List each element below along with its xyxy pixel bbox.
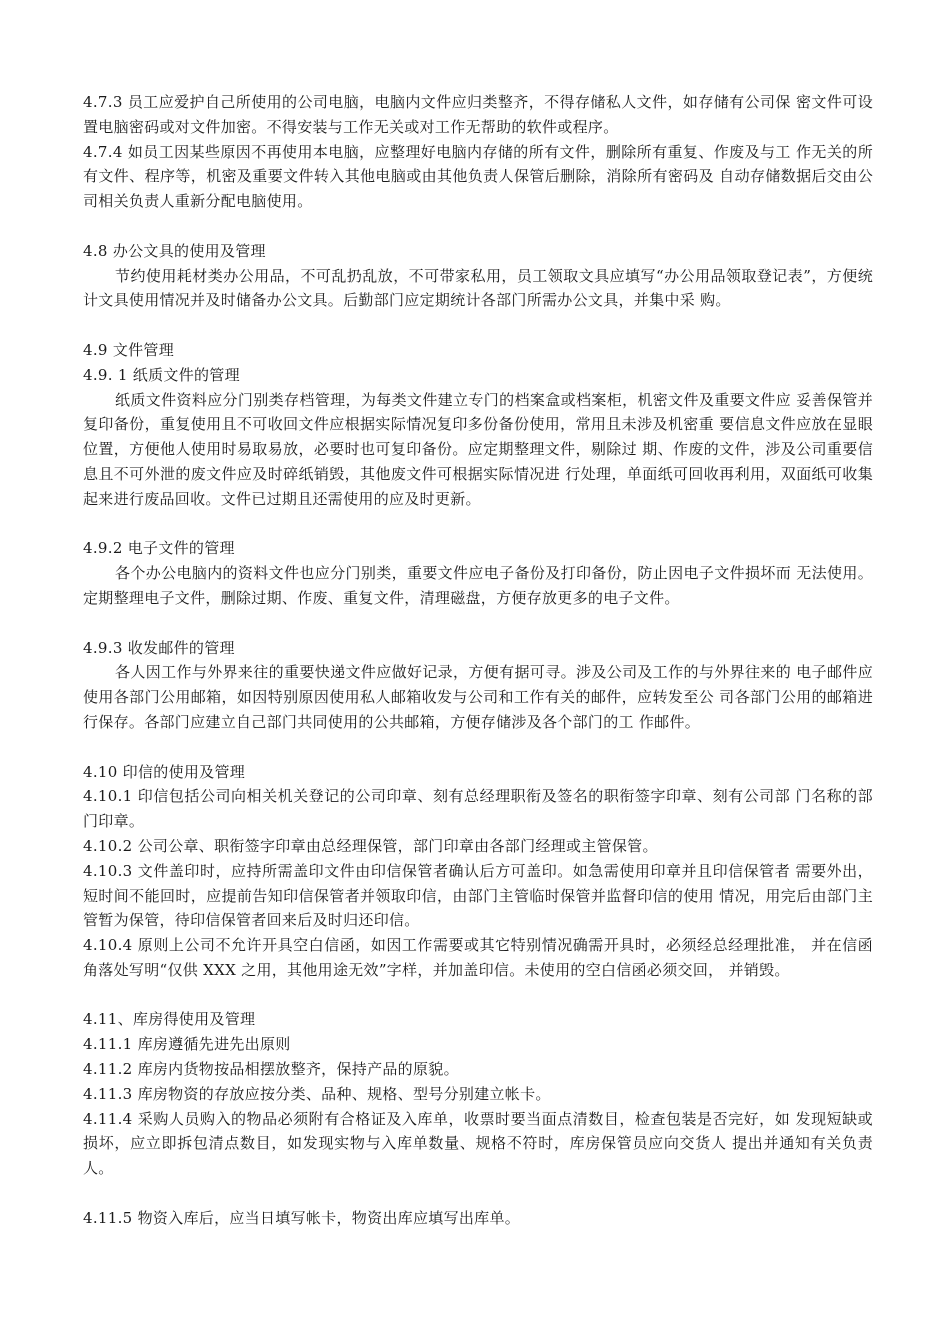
body-paragraph: 各人因工作与外界来往的重要快递文件应做好记录，方便有据可寻。涉及公司及工作的与外界往来的 电子邮件应使用各部门公用邮箱，如因特别原因使用私人邮箱收发与公司和工作有关的邮件，应转发至公 司各部门公用的邮箱进行保存。各部门应建立自己部门共同使用的公共邮箱，方便存储涉及各个部门的工 作邮件。 [83,663,873,731]
paragraph-gap [83,1181,873,1206]
numbered-clause: 4.11.1 库房遵循先进先出原则 [83,1035,291,1054]
paragraph-gap [83,313,873,338]
section-heading: 4.9. 1 纸质文件的管理 [83,365,240,384]
section-heading: 4.9 文件管理 [83,340,175,359]
section-heading: 4.9.3 收发邮件的管理 [83,638,235,657]
numbered-clause: 4.11.3 库房物资的存放应按分类、品种、规格、型号分别建立帐卡。 [83,1084,551,1103]
numbered-clause: 4.7.4 如员工因某些原因不再使用本电脑，应整理好电脑内存储的所有文件，删除所有重复、作废及与工 作无关的所有文件、程序等，机密及重要文件转入其他电脑或由其他负责人保管后删除，消除所有密码及 自动存储数据后交由公司相关负责人重新分配电脑使用。 [83,142,873,211]
section-heading: 4.10 印信的使用及管理 [83,762,246,781]
body-paragraph: 节约使用耗材类办公用品，不可乱扔乱放，不可带家私用，员工领取文具应填写“办公用品领取登记表”，方便统计文具使用情况并及时储备办公文具。后勤部门应定期统计各部门所需办公文具，并集中采 购。 [83,266,873,310]
paragraph-gap [83,983,873,1008]
paragraph-gap [83,214,873,239]
paragraph-gap [83,611,873,636]
section-heading: 4.11、库房得使用及管理 [83,1010,256,1029]
paragraph-gap [83,735,873,760]
numbered-clause: 4.11.5 物资入库后，应当日填写帐卡，物资出库应填写出库单。 [83,1208,521,1227]
numbered-clause: 4.10.1 印信包括公司向相关机关登记的公司印章、刻有总经理职衔及签名的职衔签字印章、刻有公司部 门名称的部门印章。 [83,787,873,831]
body-paragraph: 各个办公电脑内的资料文件也应分门别类，重要文件应电子备份及打印备份，防止因电子文件损坏而 无法使用。定期整理电子文件，删除过期、作废、重复文件，清理磁盘，方便存放更多的电子文件。 [83,564,873,607]
section-heading: 4.8 办公文具的使用及管理 [83,241,266,260]
numbered-clause: 4.11.4 采购人员购入的物品必须附有合格证及入库单，收票时要当面点清数目，检查包装是否完好，如 发现短缺或损坏，应立即拆包清点数目，如发现实物与入库单数量、规格不符时，库房保管员应向交货人 提出并通知有关负责人。 [83,1109,873,1178]
section-heading: 4.9.2 电子文件的管理 [83,539,235,558]
numbered-clause: 4.10.4 原则上公司不允许开具空白信函，如因工作需要或其它特别情况确需开具时，必须经总经理批准， 并在信函角落处写明“仅供 XXX 之用，其他用途无效”字样，并加盖印信。未使用的空白信函必须交回， 并销毁。 [83,936,873,979]
numbered-clause: 4.11.2 库房内货物按品相摆放整齐，保持产品的原貌。 [83,1060,459,1079]
numbered-clause: 4.10.3 文件盖印时，应持所需盖印文件由印信保管者确认后方可盖印。如急需使用印章并且印信保管者 需要外出，短时间不能回时，应提前告知印信保管者并领取印信，由部门主管临时保管并监督印信的使用 情况，用完后由部门主管暂为保管，待印信保管者回来后及时归还印信。 [83,861,873,930]
document-page [83,90,873,1231]
numbered-clause: 4.10.2 公司公章、职衔签字印章由总经理保管，部门印章由各部门经理或主管保管。 [83,836,658,855]
body-paragraph: 纸质文件资料应分门别类存档管理，为每类文件建立专门的档案盒或档案柜，机密文件及重要文件应 妥善保管并复印备份，重复使用且不可收回文件应根据实际情况复印多份备份使用，常用且未涉及机密重 要信息文件应放在显眼位置，方便他人使用时易取易放，必要时也可复印备份。应定期整理文件，剔除过 期、作废的文件，涉及公司重要信息且不可外泄的废文件应及时碎纸销毁，其他废文件可根据实际情况进 行处理，单面纸可回收再利用，双面纸可收集起来进行废品回收。文件已过期且还需使用的应及时更新。 [83,390,873,508]
numbered-clause: 4.7.3 员工应爱护自己所使用的公司电脑，电脑内文件应归类整齐，不得存储私人文件，如存储有公司保 密文件可设置电脑密码或对文件加密。不得安装与工作无关或对工作无帮助的软件或程序。 [83,93,873,136]
paragraph-gap [83,512,873,537]
